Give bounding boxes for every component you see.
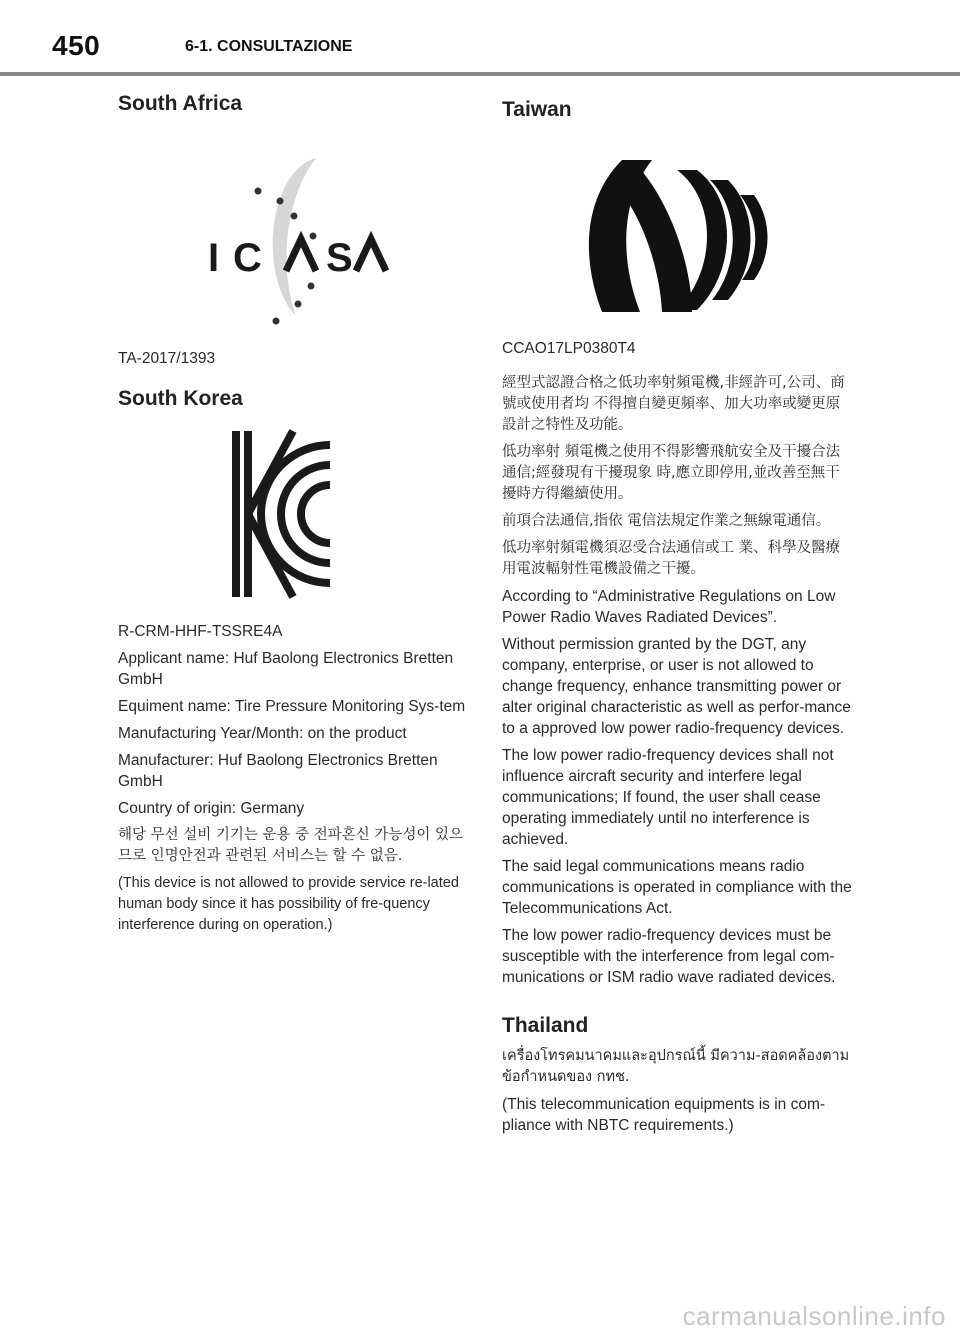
korea-paragraph-korean: 해당 무선 설비 기기는 운용 중 전파혼신 가능성이 있으므로 인명안전과 관련된 서비스는 할 수 없음. [118,827,464,864]
page-number: 450 [52,30,101,61]
taiwan-paragraph-9: The low power radio-frequency devices must be susceptible with the interference from legal com-munications or ISM radio wave radiated devices. [502,927,836,986]
korea-paragraph-8: (This device is not allowed to provide service re-lated human body since it has possibility of fre-quency interference during on operation.) [118,875,459,933]
taiwan-paragraph-2: 低功率射 頻電機之使用不得影響飛航安全及干擾合法通信;經發現有干擾現象 時,應立即停用,並改善至無干擾時方得繼續使用。 [502,444,841,502]
logo-letter-a1 [286,239,316,271]
right-column [502,92,852,1142]
page-header [0,0,960,78]
logo-letter-i: I [208,236,220,280]
logo-letter-c: C [233,236,262,280]
heading-thailand: Thailand [502,1014,589,1037]
icasa-logo [118,126,468,326]
taiwan-paragraph-3: 前項合法通信,指依 電信法規定作業之無線電通信。 [502,513,831,529]
left-column [118,92,468,942]
korea-paragraph-3: Equiment name: Tire Pressure Monitoring Sys-tem [118,698,466,715]
thailand-paragraph-thai: เครื่องโทรคมนาคมและอุปกรณ์นี้ มีความ-สอดคล้องตามข้อกำหนดของ กทช. [502,1048,850,1085]
taiwan-paragraph-8: The said legal communications means radio communications is operated in compliance with the Telecommunications Act. [502,858,852,917]
logo-letter-a2 [356,239,386,271]
header-rule [0,72,960,76]
taiwan-paragraph-6: Without permission granted by the DGT, any company, enterprise, or user is not allowed to change frequency, enhance transmitting power or alter original characteristic as well as perfor-mance to a approved low power radio-frequency devices. [502,636,851,737]
chapter-title: 6-1. CONSULTAZIONE [185,38,353,55]
taiwan-paragraph-1: 經型式認證合格之低功率射頻電機,非經許可,公司、商號或使用者均 不得擅自變更頻率、加大功率或變更原設計之特性及功能。 [502,375,845,433]
taiwan-paragraph-7: The low power radio-frequency devices shall not influence aircraft security and interfere legal communications; If found, the user shall cease operating immediately until no interference is achieved. [502,747,834,848]
korea-paragraph-2: Applicant name: Huf Baolong Electronics Bretten GmbH [118,650,454,688]
korea-paragraph-5: Manufacturer: Huf Baolong Electronics Bretten GmbH [118,752,438,790]
kc-logo-graphic [118,425,468,603]
watermark: carmanualsonline.info [682,1301,946,1331]
section-south-africa [118,92,468,369]
section-taiwan [502,98,852,988]
section-thailand [502,1014,852,1136]
ncc-logo-graphic [502,140,852,318]
korea-paragraph-1: R-CRM-HHF-TSSRE4A [118,623,283,640]
icasa-logo-graphic [118,126,468,326]
taiwan-paragraph-5: According to “Administrative Regulations on Low Power Radio Waves Radiated Devices”. [502,588,836,626]
heading-taiwan: Taiwan [502,98,572,121]
heading-south-africa: South Africa [118,92,243,115]
taiwan-paragraph-4: 低功率射頻電機須忍受合法通信或工 業、科學及醫療用電波輻射性電機設備之干擾。 [502,540,841,577]
south-africa-code: TA-2017/1393 [118,350,216,367]
taiwan-code: CCAO17LP0380T4 [502,340,636,357]
heading-south-korea: South Korea [118,387,243,410]
kc-logo [118,425,468,603]
ncc-logo [502,140,852,318]
thailand-paragraph-2: (This telecommunication equipments is in com-pliance with NBTC requirements.) [502,1096,826,1134]
korea-paragraph-6: Country of origin: Germany [118,800,305,817]
section-south-korea [118,387,468,936]
korea-paragraph-4: Manufacturing Year/Month: on the product [118,725,407,742]
logo-letter-s: S [326,236,353,280]
